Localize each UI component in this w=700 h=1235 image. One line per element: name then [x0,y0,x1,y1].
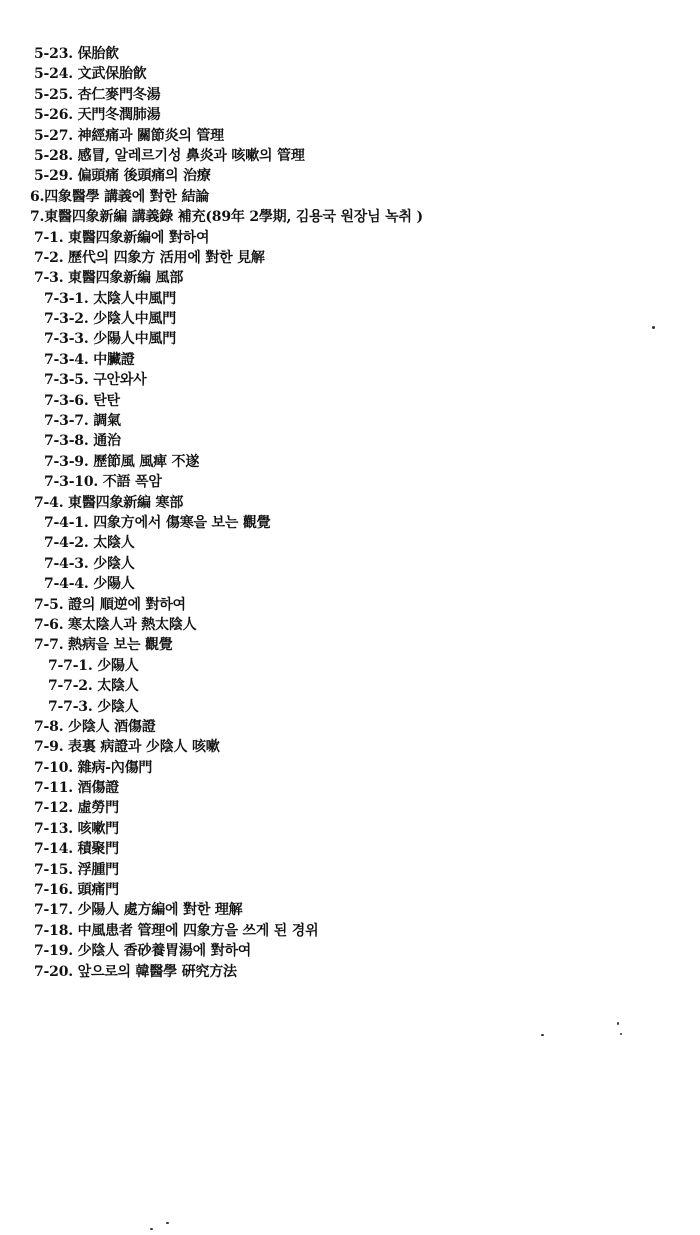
toc-entry: 7-4-1. 四象方에서 傷寒을 보는 觀覺 [44,514,271,531]
toc-entry: 7-15. 浮腫門 [34,861,119,878]
toc-entry: 7-4-3. 少陰人 [44,555,135,572]
toc-entry: 7-12. 虛勞門 [34,800,119,817]
toc-entry: 7-3. 東醫四象新編 風部 [34,270,184,287]
toc-entry: 5-29. 偏頭痛 後頭痛의 治療 [34,168,211,185]
toc-entry: 7-4. 東醫四象新編 寒部 [34,494,184,511]
toc-entry: 6.四象醫學 講義에 對한 結論 [30,188,210,205]
toc-entry: 7-10. 雜病-內傷門 [34,759,153,776]
scan-speck [617,1022,619,1025]
toc-entry: 7-13. 咳嗽門 [34,820,119,837]
scan-speck [166,1222,169,1224]
toc-entry: 7-7-2. 太陰人 [48,678,139,695]
toc-entry: 7-7-1. 少陽人 [48,657,139,674]
toc-entry: 5-25. 杏仁麥門冬湯 [34,86,161,103]
toc-entry: 7-2. 歷代의 四象方 活用에 對한 見解 [34,249,265,266]
toc-entry: 7-4-4. 少陽人 [44,576,135,593]
toc-entry: 7-7-3. 少陰人 [48,698,139,715]
toc-entry: 7-3-9. 歷節風 風痺 不遂 [44,453,200,470]
toc-entry: 7-3-8. 通治 [44,433,121,450]
toc-entry: 7-3-7. 調氣 [44,413,121,430]
toc-entry: 7-19. 少陰人 香砂養胃湯에 對하여 [34,943,252,960]
scan-speck [652,326,655,329]
toc-entry: 7-11. 酒傷證 [34,780,119,797]
toc-entry: 7-8. 少陰人 酒傷證 [34,718,156,735]
table-of-contents [0,44,423,982]
toc-entry: 5-23. 保胎飮 [34,46,119,62]
toc-entry: 7-7. 熱病을 보는 觀覺 [34,637,173,654]
toc-entry: 7-5. 證의 順逆에 對하여 [34,596,186,613]
toc-entry: 7-3-3. 少陽人中風門 [44,331,176,348]
scan-speck [150,1228,153,1230]
toc-entry: 7.東醫四象新編 講義錄 補充(89年 2學期, 김용국 원장님 녹취 ) [30,209,423,226]
toc-entry: 7-1. 東醫四象新編에 對하여 [34,229,210,246]
toc-entry: 7-3-10. 不語 폭암 [44,474,162,491]
toc-entry: 7-3-2. 少陰人中風門 [44,311,176,328]
toc-entry: 5-26. 天門冬潤肺湯 [34,107,161,124]
toc-entry: 7-3-5. 구안와사 [44,372,147,389]
toc-entry: 5-24. 文武保胎飮 [34,66,147,83]
toc-entry: 7-9. 表裏 病證과 少陰人 咳嗽 [34,739,220,756]
toc-entry: 5-28. 感冒, 알레르기성 鼻炎과 咳嗽의 管理 [34,147,305,164]
toc-entry: 7-14. 積聚門 [34,841,119,858]
toc-entry: 7-16. 頭痛門 [34,882,119,899]
toc-entry: 5-27. 神經痛과 關節炎의 管理 [34,127,224,144]
toc-entry: 7-6. 寒太陰人과 熱太陰人 [34,616,197,633]
toc-entry: 7-20. 앞으로의 韓醫學 硏究方法 [34,963,237,980]
toc-entry: 7-3-4. 中臟證 [44,351,135,368]
toc-entry: 7-3-6. 탄탄 [44,392,120,409]
toc-entry: 7-3-1. 太陰人中風門 [44,290,176,307]
scan-speck [541,1034,544,1036]
toc-entry: 7-18. 中風患者 管理에 四象方을 쓰게 된 경위 [34,922,319,939]
toc-entry: 7-17. 少陽人 處方編에 對한 理解 [34,902,243,919]
scan-speck [620,1033,622,1035]
toc-entry: 7-4-2. 太陰人 [44,535,135,552]
